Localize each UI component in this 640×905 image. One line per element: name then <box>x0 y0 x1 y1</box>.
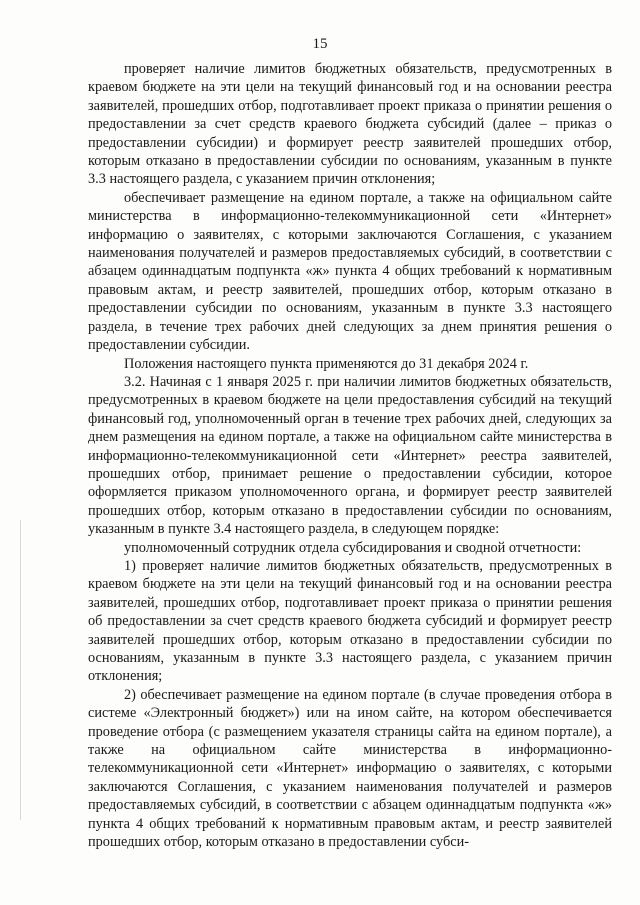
paragraph-portal-publication: обеспечивает размещение на едином портале, а также на официальном сайте министерства в информационно-телекоммуникационной сети «Интернет» информацию о заявителях, с которыми заключаются Соглашения, с указанием наименования получателей и размеров предоставляемых субсидий, в соответствии с абзацем одиннадцатым подпункта «ж» пункта 4 общих требований к нормативным правовым актам, и реестр заявителей, прошедших отбор, которым отказано в предоставлении субсидии по основаниям, указанным в пункте 3.3 настоящего раздела, в течение трех рабочих дней следующих за днем принятия решения о предоставлении субсидии. <box>88 189 612 354</box>
paragraph-item-1: 1) проверяет наличие лимитов бюджетных обязательств, предусмотренных в краевом бюджете на эти цели на текущий финансовый год и на основании реестра заявителей, прошедших отбор, подготавливает проект приказа о принятии решения об предоставлении за счет средств краевого бюджета субсидий и формирует реестр заявителей прошедших отбор, которым отказано в предоставлении субсидии по основаниям, указанным в пункте 3.3 настоящего раздела, с указанием причин отклонения; <box>88 557 612 685</box>
paragraph-3-2: 3.2. Начиная с 1 января 2025 г. при наличии лимитов бюджетных обязательств, предусмотренных в краевом бюджете на цели предоставления субсидий на текущий финансовый год, уполномоченный орган в течение трех рабочих дней, следующих за днем размещения на едином портале, а также на официальном сайте министерства в информационно-телекоммуникационной сети «Интернет» реестра заявителей, прошедших отбор, принимает решение о предоставлении субсидии, которое оформляется приказом уполномоченного органа, и формирует реестр заявителей прошедших отбор, которым отказано в предоставлении субсидии по основаниям, указанным в пункте 3.4 настоящего раздела, в следующем порядке: <box>88 373 612 538</box>
paragraph-authorized-employee: уполномоченный сотрудник отдела субсидирования и сводной отчетности: <box>124 539 582 556</box>
paragraph-item-2: 2) обеспечивает размещение на едином портале (в случае проведения отбора в системе «Электронный бюджет») или на ином сайте, на котором обеспечивается проведение отбора (с размещением указателя страницы сайта на едином портале), а также на официальном сайте министерства в информационно-телекоммуникационной сети «Интернет» информацию о заявителях, с которыми заключаются Соглашения, с указанием наименования получателей и размеров предоставляемых субсидий, в соответствии с абзацем одиннадцатым подпункта «ж» пункта 4 общих требований к нормативным правовым актам, и реестр заявителей прошедших отбор, которым отказано в предоставлении субси- <box>88 686 612 851</box>
paragraph-check-limits: проверяет наличие лимитов бюджетных обязательств, предусмотренных в краевом бюджете на эти цели на текущий финансовый год и на основании реестра заявителей, прошедших отбор, подготавливает проект приказа о принятии решения о предоставлении за счет средств краевого бюджета субсидий (далее – приказ о предоставлении субсидии) и формирует реестр заявителей прошедших отбор, которым отказано в предоставлении субсидии по основаниям, указанным в пункте 3.3 настоящего раздела, с указанием причин отклонения; <box>88 61 612 188</box>
paragraph-applicability-date: Положения настоящего пункта применяются до 31 декабря 2024 г. <box>124 355 529 372</box>
document-body <box>88 60 612 851</box>
page-number: 15 <box>312 36 328 52</box>
scan-artifact <box>20 520 21 820</box>
